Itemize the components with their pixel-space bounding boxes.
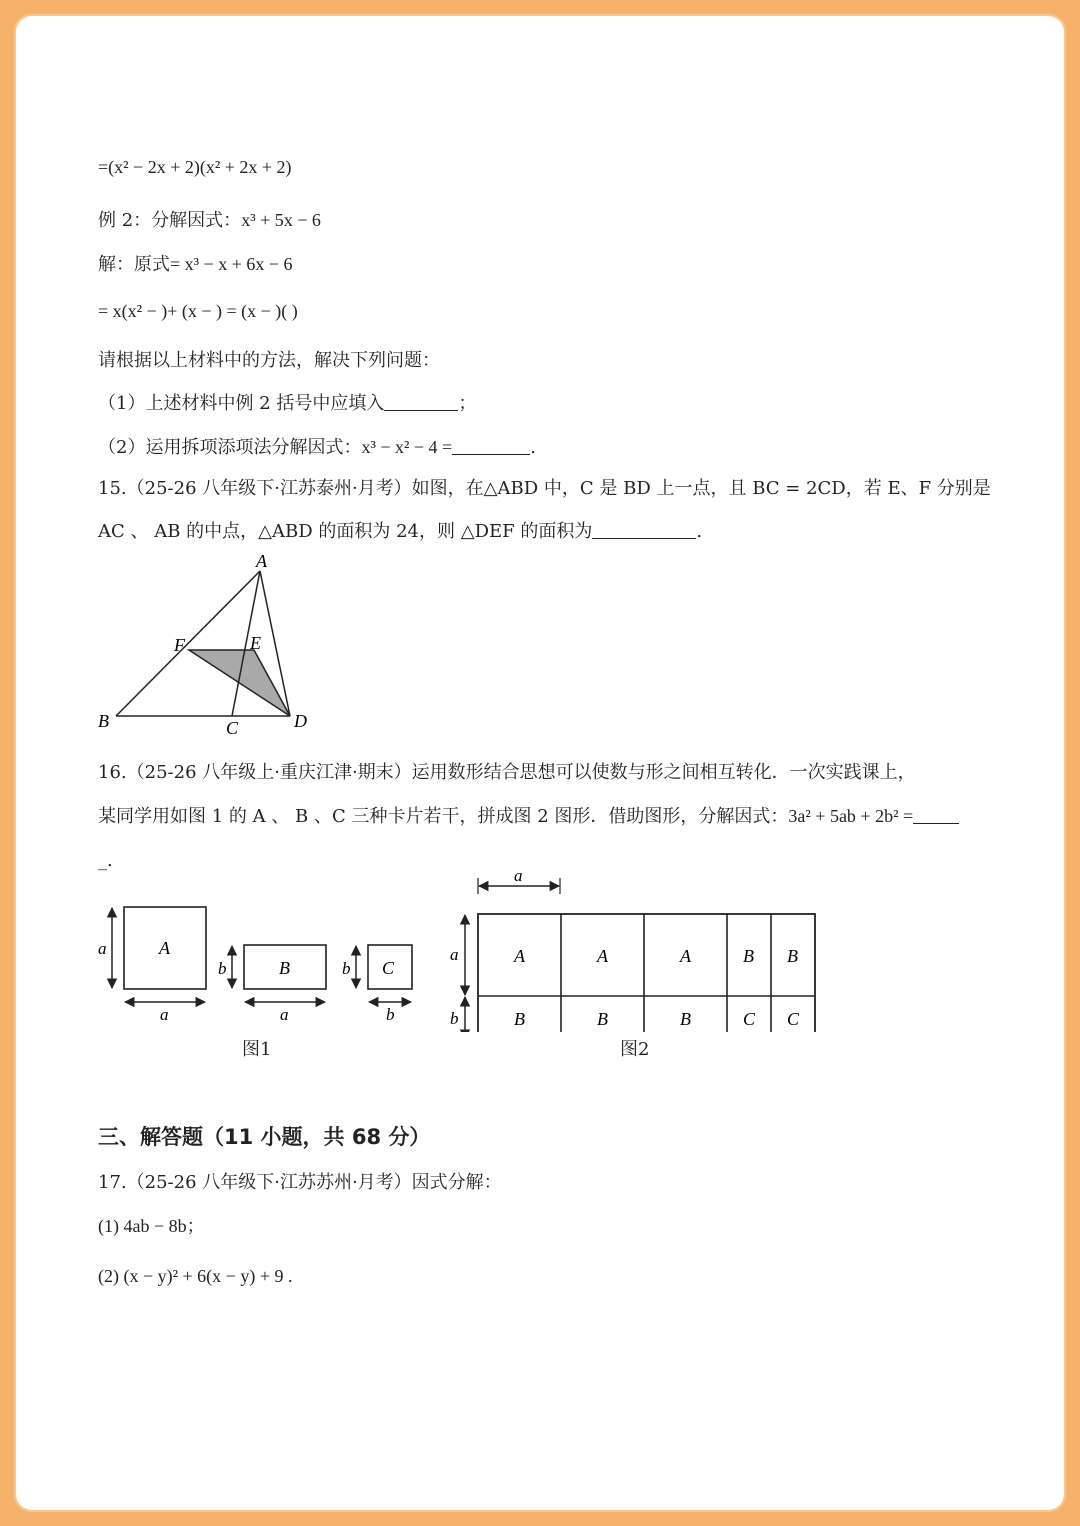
answer-blank[interactable] bbox=[384, 392, 458, 411]
q16-expr: 3a² + 5ab + 2b² = bbox=[788, 806, 914, 826]
q15-text: AC 、 AB 的中点，△ABD 的面积为 24，则 △DEF 的面积为 bbox=[98, 521, 593, 542]
figure-2-caption: 图2 bbox=[620, 1039, 650, 1060]
fig2-outer-rect bbox=[478, 914, 815, 1032]
fig2-cell: B bbox=[680, 1009, 691, 1029]
figure-1-cards bbox=[98, 894, 428, 1044]
label-b: B bbox=[98, 711, 109, 731]
equation-line-1: =(x² − 2x + 2)(x² + 2x + 2) bbox=[98, 157, 292, 177]
example-2-label: 例 2：分解因式： bbox=[98, 210, 242, 231]
label-a: A bbox=[256, 551, 267, 571]
fig2-cell: B bbox=[597, 1009, 608, 1029]
q16-text: 某同学用如图 1 的 A 、 B 、C 三种卡片若干，拼成图 2 图形．借助图形，分解因式： bbox=[98, 806, 789, 827]
card-b-label: B bbox=[279, 958, 290, 978]
q16-line-1: 16.（25-26 八年级上·重庆江津·期末）运用数形结合思想可以使数与形之间相互转化．一次实践课上， bbox=[98, 762, 916, 783]
label-e: E bbox=[250, 633, 261, 653]
question-2-line bbox=[98, 434, 536, 461]
figure-1-caption: 图1 bbox=[242, 1039, 272, 1060]
label-d: D bbox=[294, 711, 307, 731]
question-1-end: ； bbox=[458, 393, 477, 414]
q17-part-1: (1) 4ab − 8b； bbox=[98, 1216, 205, 1236]
fig2-left-a-label: a bbox=[450, 945, 459, 964]
q17-line: 17.（25-26 八年级下·江苏苏州·月考）因式分解： bbox=[98, 1172, 502, 1193]
fig2-left-b-label: b bbox=[450, 1009, 459, 1028]
fig2-cell: B bbox=[787, 946, 798, 966]
answer-blank[interactable] bbox=[592, 520, 696, 539]
fig2-cell: B bbox=[514, 1009, 525, 1029]
solution-line bbox=[98, 251, 293, 278]
q15-line-1: 15.（25-26 八年级下·江苏泰州·月考）如图，在△ABD 中，C 是 BD 上一点，且 BC = 2CD，若 E、F 分别是 bbox=[98, 478, 991, 499]
q15-line-2 bbox=[98, 519, 702, 545]
card-c-height-label: b bbox=[342, 959, 351, 978]
fig2-cell: A bbox=[514, 946, 525, 966]
label-f: F bbox=[174, 635, 185, 655]
triangle-figure bbox=[94, 549, 334, 734]
instruction-line: 请根据以上材料中的方法，解决下列问题： bbox=[98, 350, 440, 371]
shaded-triangle-def bbox=[189, 650, 290, 716]
card-b-width-label: a bbox=[280, 1005, 289, 1024]
card-a-label: A bbox=[159, 938, 170, 958]
figure-2-composite bbox=[448, 872, 824, 1032]
question-1-text: （1）上述材料中例 2 括号中应填入 bbox=[98, 393, 385, 414]
example-2-line bbox=[98, 207, 321, 234]
equation-line-4: = x(x² − )+ (x − ) = (x − )( ) bbox=[98, 301, 298, 321]
q15-end: . bbox=[696, 521, 703, 542]
q16-line-3: _. bbox=[98, 850, 113, 871]
answer-blank[interactable] bbox=[913, 805, 959, 824]
card-b-height-label: b bbox=[218, 959, 227, 978]
answer-blank[interactable] bbox=[452, 436, 530, 455]
q16-line-2 bbox=[98, 803, 959, 830]
solution-expr: = x³ − x + 6x − 6 bbox=[170, 254, 293, 274]
fig2-cell: A bbox=[597, 946, 608, 966]
question-2-end: . bbox=[530, 437, 536, 458]
question-2-text: （2）运用拆项添项法分解因式： bbox=[98, 437, 362, 458]
example-2-expr: x³ + 5x − 6 bbox=[241, 210, 321, 230]
card-a-width-label: a bbox=[160, 1005, 169, 1024]
fig2-cell: A bbox=[680, 946, 691, 966]
label-c: C bbox=[226, 718, 239, 734]
fig2-cell: C bbox=[743, 1009, 756, 1029]
section-heading: 三、解答题（11 小题，共 68 分） bbox=[98, 1125, 431, 1149]
document-page bbox=[14, 14, 1066, 1512]
solution-label: 解：原式 bbox=[98, 254, 170, 275]
fig2-cell: B bbox=[743, 946, 754, 966]
segment-ba bbox=[116, 571, 260, 716]
question-2-expr: x³ − x² − 4 = bbox=[361, 437, 453, 457]
card-a-height-label: a bbox=[98, 939, 107, 958]
question-1-line bbox=[98, 391, 476, 417]
fig2-cell: C bbox=[787, 1009, 800, 1029]
q17-part-2: (2) (x − y)² + 6(x − y) + 9 . bbox=[98, 1266, 293, 1286]
fig2-top-dim-label: a bbox=[514, 872, 523, 885]
card-c-width-label: b bbox=[386, 1005, 395, 1024]
card-c-label: C bbox=[382, 958, 395, 978]
